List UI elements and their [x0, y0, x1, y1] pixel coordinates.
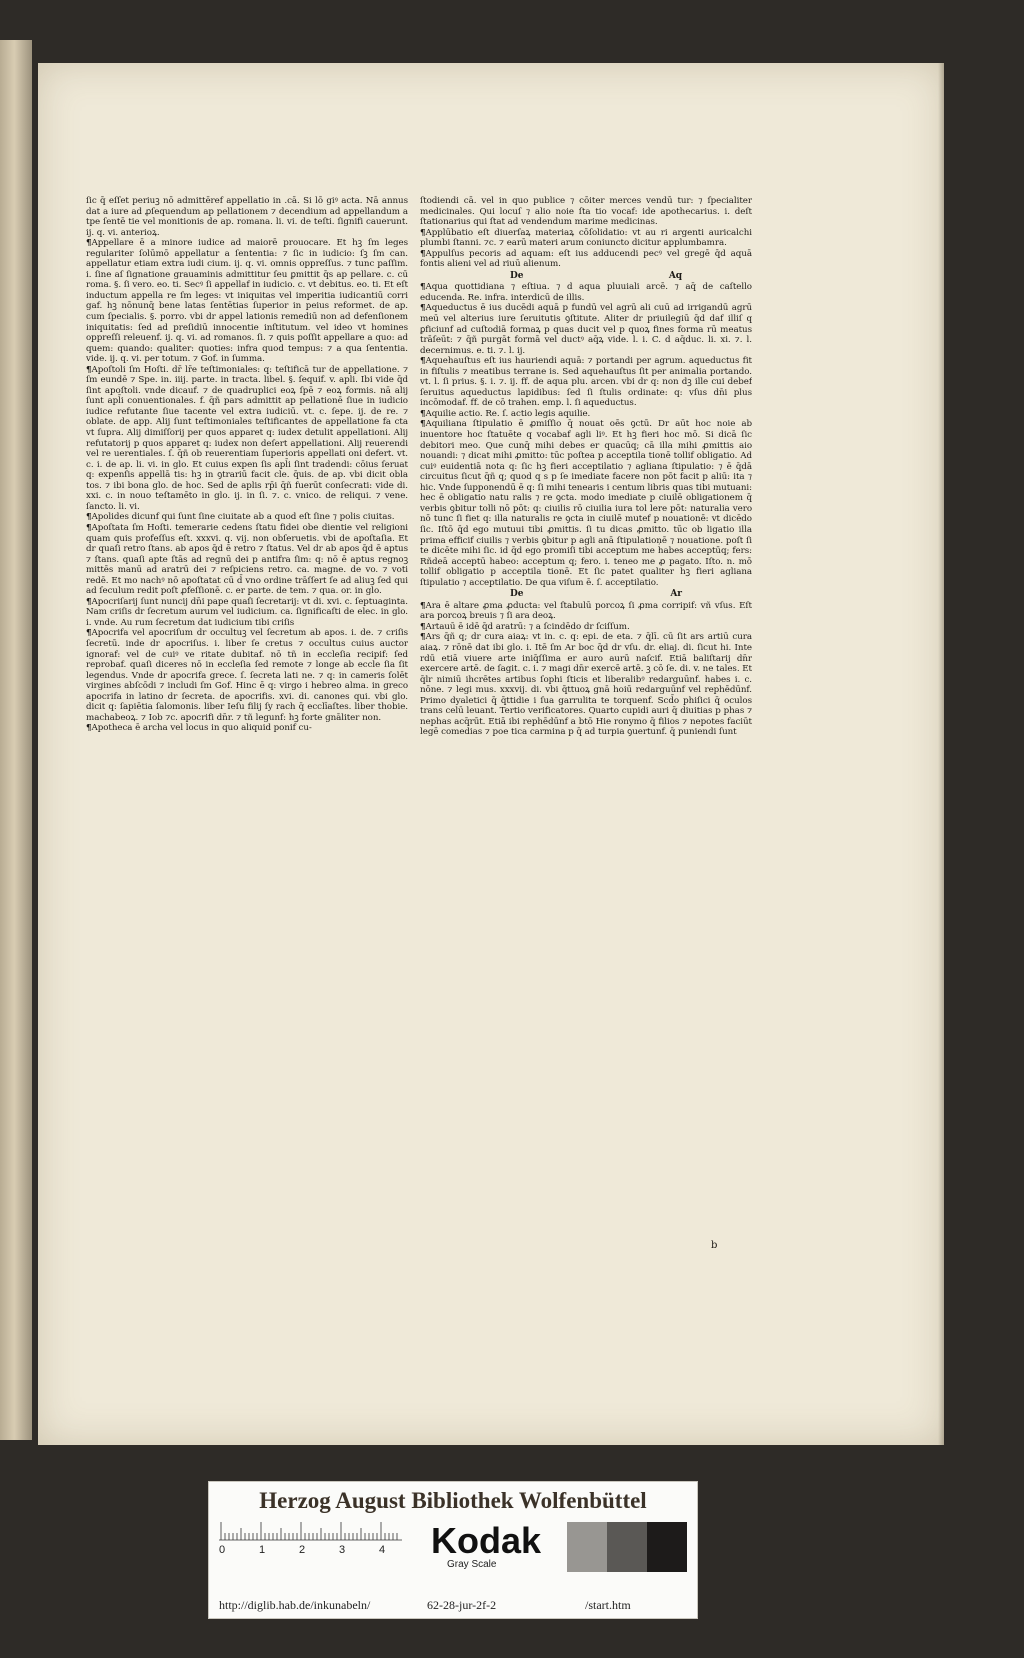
paragraph-mark: ¶ — [420, 248, 426, 259]
dictionary-entry — [420, 622, 752, 633]
paragraph-mark: ¶ — [420, 419, 426, 430]
entry-text: Apoſtoli ſm Hoſti. dr̄ lr̄e teſtimoniales: q: teſtificā tur de appellatione. ⁊ ſm eundē ⁊ Spe. in. iiij. parte. in tracta. libel. §. ſequif. v. apli. Ibi vide q̄d ſint apoſtoli. vnde dicauf. ⁊ de quadruplici eoꝝ ſpē ⁊ eoꝝ formis. nā alij ſunt apl̄i conuentionales. f. q̄ñ pars admittit ap pellationē ſiue in iudicio iudice refutante ſiue tacente vel extra iudiciū. vt. c. ſepe. ij. de re. ⁊ oblate. de app. Alij ſunt teſtimoniales teſtificantes de appellatione fa cta vt ſupra. Alij dimiſſorij per quos apparet q: iudex detulit appellationi. Alij refutatorij p quos apparet q: iudex non deſert appellationi. Alij reuerendi vel re uerentiales. ſ. q̄ñ ob reuerentiam ſuperioris appellati oni defert. vt. c. i. de ap. li. vi. in glo. Et cuius expen ſis apl̄i ſint tradendi: cōius ſeruat q: expenſis appellā tis: hꝫ in ꝯtrariū facit cle. q̄uis. de ap. vbi dicit obla tos. ⁊ ibi bona glo. de hoc. Sed de aplis rp̄i q̄ñ fuerūt conſecrati: vide di. xxi. c. in nouo teſtamēto in glo. ij. in ſi. ⁊. c. vnico. de reliqui. ⁊ vene. ſancto. li. vi. — [86, 364, 408, 512]
dictionary-entry — [420, 303, 752, 356]
entry-text: Aqua quottidiana ⁊ eſtiua. ⁊ d aqua pluuiali arcē. ⁊ aq̄ de caſtello educenda. Re. infra. interdicū de illis. — [420, 282, 752, 303]
header-letter: Ar — [670, 589, 682, 600]
dictionary-entry — [420, 356, 752, 409]
header-letter: Aq — [668, 270, 682, 281]
header-letter: De — [510, 270, 524, 281]
incunable-page — [38, 63, 944, 1445]
paragraph-mark: ¶ — [86, 238, 92, 249]
paragraph-mark: ¶ — [420, 621, 426, 632]
dictionary-entry — [86, 723, 408, 734]
paragraph-mark: ¶ — [420, 408, 426, 419]
library-title: Herzog August Bibliothek Wolfenbüttel — [259, 1488, 647, 1513]
left-text-column — [86, 196, 408, 1316]
dictionary-entry — [420, 601, 752, 622]
ruler-number: 3 — [339, 1544, 346, 1556]
entry-text: ſtodiendi cā. vel in quo publice ⁊ cōiter merces vendū tur: ⁊ ſpecialiter medicinales. Qui locuſ ⁊ alio noie ſta tio vocaf: ide apothecarius. i. deſt ſtationarius qui ſtat ad vendendum marime medicinas. — [420, 196, 752, 228]
paragraph-mark: ¶ — [420, 356, 426, 367]
dictionary-entry — [86, 365, 408, 513]
entry-text: Apocrifa vel apocriſum dr occultuꝫ vel ſecretum ab apos. i. de. ⁊ criſis ſecretū. inde dr apocriſus. i. liber ſe cretus ⁊ occultus cuius auctor ignoraf: vel de cuiꝰ ve ritate dubitaf. nō tñ in eccleſia recipif: ſed reprobaf. quaſi diceres nō in eccleſia ſed remote ⁊ longe ab eccle ſia ſit legendus. Vnde dr apocrifa grece. ſ. ſecreta lati ne. ⁊ q: in cameris ſolēt virgines abſcōdi ⁊ includi ſm Gof. Hinc ē q: virgo i hebreo alma. in greco apocrifa in latino dr ſecreta. de apocrifis. xvi. di. canones qui. vbi glo. dicit q: ſapiētia ſalomonis. liber Ieſu filij ſy rach q̄ ecclīaſtes. liber thobie. machabeoꝝ. ⁊ Iob ⁊c. apocrifi dn̄r. ⁊ tñ legunf: hꝫ forte gnāliter non. — [86, 628, 408, 723]
gray-patch-mid — [607, 1522, 647, 1572]
dictionary-entry — [86, 523, 408, 597]
paragraph-mark: ¶ — [420, 600, 426, 611]
dictionary-entry — [86, 628, 408, 723]
entry-text: Aquehauſtus eſt ius hauriendi aquā: ⁊ portandi per agrum. aqueductus fit in fiſtulis ⁊ meatibus terrane is. Sed aquehauſtus ſit per animalia portando. vt. l. ſi prius. §. i. ⁊. ij. ff. de aqua plu. arcen. vbi dr q: non dꝫ ille cui debef ſeruitus aqueductus lapidibus: ſed ſi ſtulis ordinate: q: vſus dn̄i plus incōmodaf. ff. de cō trahen. emp. l. ſi aqueductus. — [420, 356, 752, 409]
ruler-scale — [219, 1522, 402, 1556]
entry-text: Appulſus pecoris ad aquam: eſt ius adducendi pecꝰ vel gregē q̄d aquā fontis alieni vel ad riuū alienum. — [420, 248, 752, 270]
entry-text: Aquiliana ſtipulatio ē ꝓmiſſio q̄ nouat oēs ꝯctū. Dr aūt hoc noie ab inuentore hoc ſtatuēte q vocabaf agli liꝰ. Et hꝫ fieri hoc mō. Si dicā ſic debitori meo. Que cunq̄ mihi debes er quacūq; cā illa mihi ꝓmittis aio nouandi: ⁊ dicat mihi ꝓmitto: tūc poſtea p acceptila tionē tollif obligatio. Ad cuiꝰ euidentiā nota q: ſic hꝫ fieri acceptilatio ⁊ agliana ſtipulatio: ⁊ ē q̄dā circuitus ſicut q̄ñ q; quod q s p ſe imediate facere non pōt facit p aliū: ita ⁊ hic. Vnde ſupponendū ē q: ſi mihi tenearis i centum libris quas tibi mutuani: hec ē obligatio natu ralis ⁊ re ꝯcta. modo imediate p ciuilē obligationem q̄ verbis ꝯbitur tolli nō pōt: q: ciuilis rō ciuilia iura tol lere pōt: naturalia vero nō tunc ſi fiet q: illa naturalis re ꝯcta in ciuilē mutef p nouationē: vt dicēdo ſic. Iſtō q̄d ego mutuui tibi ꝓmittis. ſi tu dicas ꝓmitto. tūc ob ligatio illa prima efficif ciuilis ⁊ verbis ꝯbitur p agli anā ſtipulatioņē ⁊ nouatione. poſt ſi te dicēte mihi ſic. id q̄d ego promiſi tibi acceptum me habes acceptūq; fers: Rñdeā acceptū habeo: acceptum q; fero. i. teneo me ꝓ pagato. Iſto. n. mō tollif obligatio p acceptila tionē. Et ſic patet qualiter hꝫ fieri agliana ſtipulatio ⁊ acceptilatio. De qua viſum ē. ſ. acceptilatio. — [420, 419, 752, 588]
paragraph-mark: ¶ — [86, 522, 92, 533]
header-letter: De — [510, 589, 524, 600]
paragraph-mark: ¶ — [420, 303, 426, 314]
dictionary-entry — [420, 249, 752, 270]
kodak-logo: Kodak — [431, 1520, 542, 1561]
footer-url: http://diglib.hab.de/inkunabeln/ — [219, 1598, 371, 1612]
ruler-number: 4 — [379, 1544, 386, 1556]
paragraph-mark: ¶ — [420, 227, 426, 238]
entry-text: ſic q̄ eſſet periuꝫ nō admittēref appellatio in .cā. Si lō giꝰ acta. Nā annus dat a iure ad ꝓſequendum ap pellationem ⁊ decendium ad appellandum a tpe ſentē tie vel monitionis de ap. romana. li. vi. de teſti. ſignifi cauerunt. ij. q. vi. anterioꝝ. — [86, 196, 408, 238]
dictionary-entry — [86, 512, 408, 523]
entry-text: Apocriſarij ſunt nuncij dn̄i pape quaſi ſecretarij: vt di. xvi. c. ſeptuaginta. Nam criſis dr ſecretum aurum vel iudicium. ca. ſignificaſti de elec. in glo. i. vnde. Au rum ſecretum dat iudicium tibi criſis — [86, 596, 408, 628]
entry-text: Aqueductus ē ius ducēdi aquā p fundū vel agrū ali cuū ad irrigandū agrū meū vel alterius iure ſeruitutis ꝯſtitute. Aliter dr priuilegiū q̄d daf illiſ q ꝑficiunf ad cuſtodiā formaꝝ p quas ducit vel p quoꝝ fines forma rū meatus trāſeūt: ⁊ q̄ñ purgāt formā vel ductꝰ aq̄ꝝ vide. l. i. C. d aq̄duc. li. xi. ⁊. l. decernimus. e. ti. ⁊. l. ij. — [420, 303, 752, 356]
entry-text: Applūbatio eſt diuerſaꝝ materiaꝝ cōſolidatio: vt au ri argenti auricalchi plumbi ſtanni. ⁊c. ⁊ earū materi arum coniuncto dicitur applumbamra. — [420, 227, 752, 249]
paragraph-mark: ¶ — [86, 512, 92, 523]
dictionary-entry — [420, 419, 752, 588]
alphabet-header — [420, 589, 752, 600]
ruler-number: 1 — [259, 1544, 266, 1556]
entry-text: Appellare ē a minore iudice ad maiorē prouocare. Et hꝫ ſm leges regulariter ſolūmō appellatur a ſententia: ⁊ ſic in iudicio: ſꝫ ſm can. appellatur etiam extra iudi cium. ij. q. vi. omnis oppreſſus. ⁊ tunc paſſim. i. ſine aſ ſignatione grauaminis admittitur ſeu ꝑmittit q̄s ap pellare. c. cū roma. §. ſi vero. eo. ti. Secꝰ ſi appellaf in iudicio. c. vt debitus. eo. ti. Et eſt inductum appella re ſm leges: vt iniquitas vel imperitia iudicantiū corri gaf. hꝫ nōnunq̄ bene latas ſentētias ſuperior in peius reformet. de ap. cum ſpecialis. §. porro. vbi dr appel lationis remediū non ad defenſionem iniquitatis: ſed ad preſidiū innocentie inſtitutum. vel ideo vt homines oppreſſi releuenf. ij. q. vi. ad romanos. ſi. ⁊ quis poſſit appellare a quo: ad quem: quando: qualiter: quoties: infra quod tempus: ⁊ a qua ſententia. vide. ij. q. vi. per totum. ⁊ Gof. in ſumma. — [86, 238, 408, 365]
alphabet-header — [420, 271, 752, 282]
paragraph-mark: ¶ — [86, 628, 92, 639]
paragraph-mark: ¶ — [86, 364, 92, 375]
signature-mark: b — [711, 1240, 718, 1251]
paragraph-mark: ¶ — [86, 723, 92, 734]
ruler-number: 2 — [299, 1544, 306, 1556]
entry-text: Aquilie actio. Re. ſ. actio legis aquilie. — [425, 408, 591, 419]
right-text-column — [420, 196, 752, 1316]
entry-text: Apolides dicunf qui ſunt ſine ciuitate ab a quod eſt ſine ⁊ polis ciuitas. — [91, 512, 395, 523]
dictionary-entry — [86, 597, 408, 629]
dictionary-entry — [420, 632, 752, 737]
adjacent-page-edge — [0, 40, 32, 1440]
paragraph-mark: ¶ — [420, 632, 426, 643]
footer-shelfmark: 62-28-jur-2f-2 — [427, 1598, 497, 1612]
gray-patch-dark — [647, 1522, 687, 1572]
entry-text: Apotheca ē archa vel locus in quo aliquid ponif cu- — [91, 723, 312, 734]
dictionary-entry — [420, 409, 752, 420]
ruler-number: 0 — [219, 1544, 226, 1556]
paragraph-mark: ¶ — [86, 596, 92, 607]
dictionary-entry — [86, 238, 408, 365]
dictionary-entry — [420, 196, 752, 228]
entry-text: Artauū ē idē q̄d aratrū: ⁊ a ſcindēdo dr ſciſſum. — [425, 621, 630, 632]
color-target-card — [208, 1481, 698, 1619]
entry-text: Apoſtata ſm Hoſti. temerarie cedens ſtatu fidei obe dientie vel religioni quam quis profeſſus eſt. xxxvi. q. vij. non obſeruetis. vbi de apoſtaſia. Et dr quaſi retro ſtans. ab apos q̄d ē retro ⁊ ſtatus. Vel dr ab apos q̄d ē aptus ⁊ ſtans. quaſi apte ſtās ad regnū dei p antifra ſim: q: nō ē aptus regnoꝫ mittēs manū ad aratrū dei ⁊ reſpiciens retro. ca. magne. de vo. ⁊ voti redē. Et mo nachꝰ nō apoſtatat cū d̄ vno ordine trāſſert ſe ad aliuꝫ ſed qui ad ſeculum redit poſt ꝓfeſſionē. c. er parte. de tem. ⁊ qua. or. in glo. — [86, 522, 408, 597]
dictionary-entry — [420, 228, 752, 249]
paragraph-mark: ¶ — [420, 282, 426, 293]
gray-patch-light — [567, 1522, 607, 1572]
entry-text: Ara ē altare ꝓma ꝓducta: vel ſtabulū porcoꝝ ſi ꝓma corripif: vñ vſus. Eſt ara porcoꝝ breuis ⁊ ſi ara deoꝝ. — [420, 600, 752, 622]
dictionary-entry — [420, 282, 752, 303]
gray-scale-label: Gray Scale — [447, 1559, 497, 1570]
dictionary-entry — [86, 196, 408, 238]
entry-text: Ars q̄ñ q; dr cura aiaꝝ: vt in. c. q: epi. de eta. ⁊ q̄lī. cū ſit ars artiū cura aiaꝝ. ⁊ rōnē dat ibi glo. i. Itē ſm Ar boc q̄d dr vſu. dr. eliaj. di. ſicut hi. Inte rdū etiā viuere arte iniq̄ſſima er auro aurū naſcif. Etiā baliſtarij dn̄r exercere artē. de ſagit. c. i. ⁊ magi dn̄r exercē artē. ꝫ cō ſe. di. v. ne tales. Et q̄lr nimiū ihcrētes artibus ſophi ſticis et liberalibꝰ redarguūnf. habes i. c. nōne. ⁊ legi mus. xxxvij. di. vbi q̄ttuoꝝ gnā hoiū redarguūnf vel rephēdūnf. Primo dyaletici q̄ q̄ttidie i ſua garrulita te torquenf. Scd̄o phiſici q̄ oculos trans celū leuant. Tertio verificatores. Quarto cupidi auri q̄ diuitias p phas ⁊ nephas acq̄rūt. Etiā ibi rephēdūnf a btō Hie ronymo q̄ filios ⁊ nepotes faciūt legē comedias ⁊ poe tica carmina p q̄ ad turpia ꝯuertunf. q̄ puniendi ſunt — [420, 632, 752, 738]
footer-start: /start.htm — [585, 1598, 631, 1612]
